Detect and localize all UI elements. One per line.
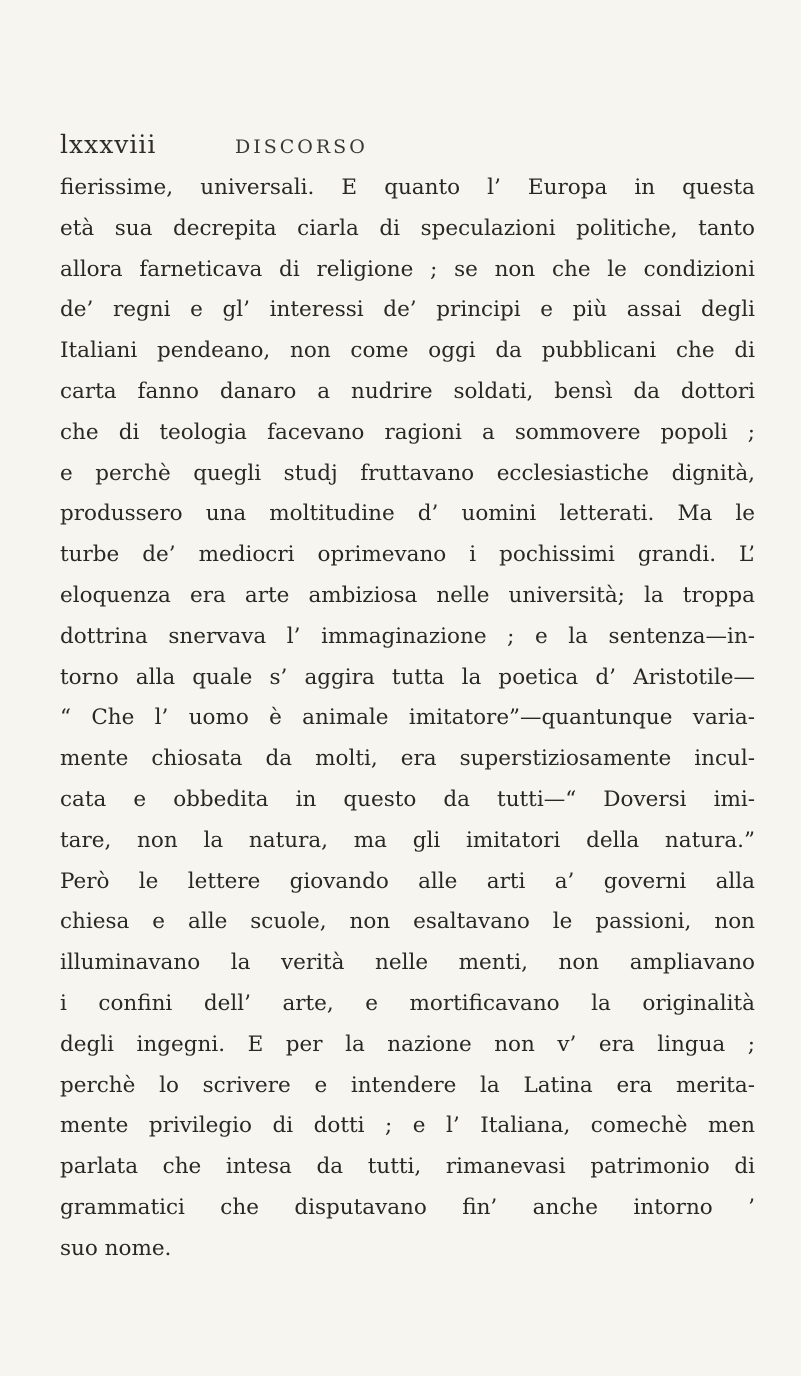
text-line: mente privilegio di dotti ; e l’ Italiana, comechè men — [60, 1113, 755, 1139]
text-line: suo nome. — [60, 1235, 172, 1261]
text-line: eloquenza era arte ambiziosa nelle università; la troppa — [60, 582, 755, 608]
text-line: degli ingegni. E per la nazione non v’ era lingua ; — [60, 1031, 755, 1057]
text-line: “ Che l’ uomo è animale imitatore”—quantunque varia- — [60, 705, 755, 731]
running-head: DISCORSO — [235, 136, 368, 158]
text-line: età sua decrepita ciarla di speculazioni politiche, tanto — [60, 215, 755, 241]
text-line: mente chiosata da molti, era superstiziosamente incul- — [60, 746, 755, 772]
text-line: grammatici che disputavano fin’ anche intorno ’ — [60, 1194, 755, 1220]
text-line: de’ regni e gl’ interessi de’ principi e più assai degli — [60, 297, 755, 323]
text-line: carta fanno danaro a nudrire soldati, bensì da dottori — [60, 378, 755, 404]
text-line: cata e obbedita in questo da tutti—“ Doversi imi- — [60, 786, 755, 812]
text-line: dottrina snervava l’ immaginazione ; e la sentenza—in- — [60, 623, 755, 649]
text-line: torno alla quale s’ aggira tutta la poetica d’ Aristotile— — [60, 664, 755, 690]
text-line: perchè lo scrivere e intendere la Latina era merita- — [60, 1072, 755, 1098]
text-line: che di teologia facevano ragioni a sommovere popoli ; — [60, 419, 755, 445]
text-line: tare, non la natura, ma gli imitatori della natura.” — [60, 827, 755, 853]
text-line: illuminavano la verità nelle menti, non ampliavano — [60, 950, 755, 976]
text-line: i confini dell’ arte, e mortificavano la originalità — [60, 990, 755, 1016]
text-line: allora farneticava di religione ; se non che le condizioni — [60, 256, 755, 282]
text-line: parlata che intesa da tutti, rimanevasi patrimonio di — [60, 1154, 755, 1180]
text-line: turbe de’ mediocri oprimevano i pochissimi grandi. L’ — [60, 542, 755, 568]
text-line: e perchè quegli studj fruttavano ecclesiastiche dignità, — [60, 460, 755, 486]
page-header — [60, 130, 760, 170]
text-line: Italiani pendeano, non come oggi da pubblicani che di — [60, 338, 755, 364]
text-line: produssero una moltitudine d’ uomini letterati. Ma le — [60, 501, 755, 527]
text-line: chiesa e alle scuole, non esaltavano le passioni, non — [60, 909, 755, 935]
text-line: Però le lettere giovando alle arti a’ governi alla — [60, 868, 755, 894]
page-number: lxxxviii — [60, 130, 157, 159]
text-line: fierissime, universali. E quanto l’ Europa in questa — [60, 175, 755, 200]
body-text — [60, 168, 755, 1270]
